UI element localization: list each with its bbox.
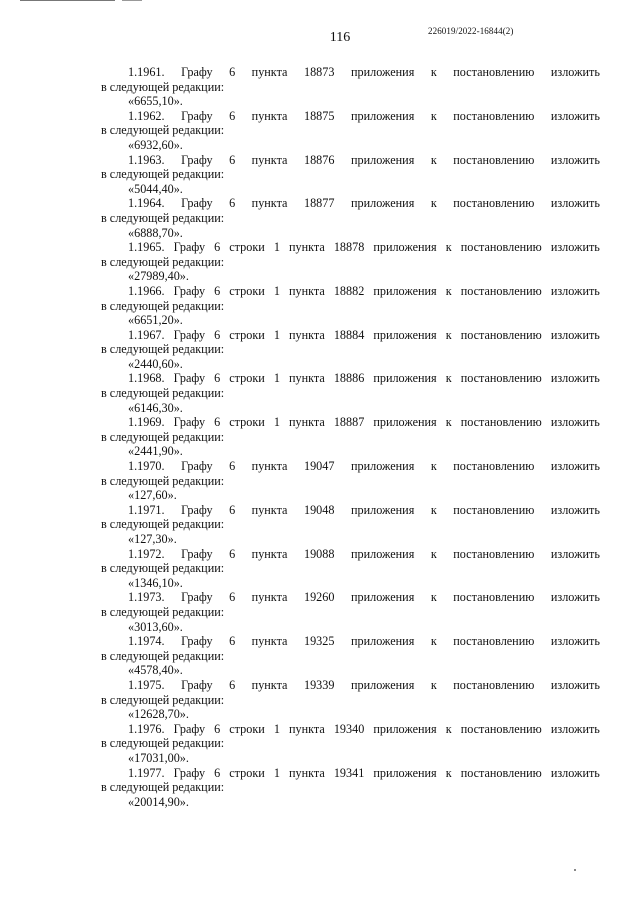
entry-continuation: в следующей редакции:: [101, 298, 225, 313]
entry-value: «3013,60».: [128, 619, 183, 634]
entry-number: 1.1974.: [128, 634, 165, 649]
entry-word: приложения: [373, 765, 437, 780]
entry-word: пункта: [251, 108, 288, 123]
entry-word: пункта: [251, 196, 288, 211]
entry-word: 1: [273, 240, 280, 255]
entry-first-line: [101, 590, 600, 605]
entry-word: 6: [214, 371, 221, 386]
entry-word: 18886: [333, 371, 365, 386]
entry-word: Графу: [173, 765, 206, 780]
entry-first-line: [101, 196, 600, 211]
entry-word: 6: [214, 283, 221, 298]
entry-number: 1.1965.: [128, 240, 165, 255]
entry-word: изложить: [550, 327, 600, 342]
entry-word: 19047: [303, 459, 335, 474]
entry-word: 18876: [303, 152, 335, 167]
entry-word: постановлению: [460, 240, 542, 255]
amendment-entry: [101, 766, 600, 810]
entry-word: постановлению: [460, 371, 542, 386]
entry-first-line: [101, 766, 600, 781]
entry-word: постановлению: [453, 459, 535, 474]
entry-number: 1.1970.: [128, 459, 165, 474]
entry-continuation: в следующей редакции:: [101, 473, 225, 488]
entry-continuation: в следующей редакции:: [101, 167, 225, 182]
entry-word: к: [445, 371, 452, 386]
entry-word: Графу: [181, 65, 213, 79]
entry-value: «6888,70».: [128, 225, 183, 240]
entry-word: 6: [229, 196, 236, 211]
entry-word: 18884: [333, 327, 365, 342]
amendment-entry: [101, 459, 600, 503]
entry-word: 1: [273, 283, 280, 298]
entry-word: изложить: [550, 765, 600, 780]
entry-word: пункта: [288, 283, 325, 298]
entry-word: изложить: [550, 415, 600, 430]
entry-word: приложения: [350, 677, 415, 692]
entry-first-line: [101, 284, 600, 299]
entry-word: изложить: [550, 546, 600, 561]
entry-word: изложить: [550, 152, 600, 167]
page-number: 116: [329, 30, 351, 45]
entry-word: Графу: [173, 415, 206, 430]
entry-word: пункта: [251, 590, 288, 605]
entry-word: изложить: [550, 502, 600, 517]
entry-word: пункта: [251, 634, 288, 649]
entry-word: 6: [229, 502, 236, 517]
entry-continuation: в следующей редакции:: [101, 254, 225, 269]
entry-number: 1.1977.: [128, 765, 165, 780]
entry-continuation: в следующей редакции:: [101, 123, 225, 138]
entry-word: к: [430, 65, 437, 79]
entry-word: 19339: [303, 677, 335, 692]
entry-word: 19260: [303, 590, 335, 605]
entry-word: 18875: [303, 108, 335, 123]
entry-word: строки: [229, 415, 265, 430]
entry-value: «6932,60».: [128, 137, 183, 152]
entry-word: к: [445, 327, 452, 342]
entry-word: изложить: [550, 283, 600, 298]
entry-word: 6: [229, 459, 236, 474]
entry-word: строки: [229, 721, 265, 736]
entry-word: 6: [229, 108, 236, 123]
entry-word: изложить: [550, 459, 600, 474]
entry-word: пункта: [251, 152, 288, 167]
entry-word: 19088: [303, 546, 335, 561]
entry-word: изложить: [550, 634, 600, 649]
entry-word: Графу: [173, 283, 206, 298]
entry-word: к: [430, 108, 437, 123]
entry-continuation: в следующей редакции:: [101, 342, 225, 357]
entry-word: приложения: [373, 371, 437, 386]
entry-word: постановлению: [453, 196, 535, 211]
entry-continuation: в следующей редакции:: [101, 604, 225, 619]
entry-first-line: [101, 503, 600, 518]
entry-word: приложения: [373, 283, 437, 298]
entry-number: 1.1962.: [128, 108, 165, 123]
entry-value: «127,60».: [128, 488, 177, 503]
entry-word: 1: [273, 721, 280, 736]
entry-value: «6146,30».: [128, 400, 183, 415]
entry-word: 18882: [333, 283, 365, 298]
entry-word: 19340: [333, 721, 365, 736]
entry-word: 6: [214, 415, 221, 430]
amendment-entry: [101, 371, 600, 415]
entry-word: приложения: [350, 108, 415, 123]
entry-word: 6: [229, 677, 236, 692]
entry-word: строки: [229, 327, 265, 342]
amendment-entry: [101, 503, 600, 547]
entry-word: приложения: [350, 152, 415, 167]
entry-first-line: [101, 109, 600, 124]
entry-word: Графу: [173, 327, 206, 342]
scan-top-rule-short: [122, 0, 142, 1]
entry-word: 6: [214, 721, 221, 736]
entry-word: постановлению: [460, 415, 542, 430]
entry-continuation: в следующей редакции:: [101, 429, 225, 444]
entry-word: изложить: [550, 677, 600, 692]
entry-word: к: [445, 765, 452, 780]
entry-word: к: [430, 546, 437, 561]
entry-word: к: [445, 240, 452, 255]
entry-word: к: [430, 677, 437, 692]
entry-continuation: в следующей редакции:: [101, 736, 225, 751]
entry-word: Графу: [173, 721, 206, 736]
entry-word: постановлению: [453, 152, 535, 167]
entry-word: строки: [229, 765, 265, 780]
entry-word: к: [430, 196, 437, 211]
amendment-entry: [101, 240, 600, 284]
amendment-entry: [101, 634, 600, 678]
entry-word: пункта: [288, 721, 325, 736]
entry-word: к: [430, 590, 437, 605]
entry-first-line: [101, 547, 600, 562]
entry-value: «20014,90».: [128, 794, 189, 809]
entry-word: пункта: [288, 327, 325, 342]
entry-value: «12628,70».: [128, 707, 189, 722]
entry-continuation: в следующей редакции:: [101, 386, 225, 401]
entry-value: «17031,00».: [128, 750, 189, 765]
entry-continuation: в следующей редакции:: [101, 517, 225, 532]
entry-word: 19341: [333, 765, 365, 780]
entry-word: Графу: [181, 108, 213, 123]
entry-value: «127,30».: [128, 532, 177, 546]
entry-value: «6655,10».: [128, 94, 183, 109]
entry-word: 19325: [303, 634, 335, 649]
document-id: 226019/2022-16844(2): [428, 26, 514, 36]
scan-speck: [574, 869, 576, 871]
entry-continuation: в следующей редакции:: [101, 79, 225, 94]
entry-word: изложить: [550, 196, 600, 211]
entry-word: к: [430, 152, 437, 167]
entry-word: 6: [229, 546, 236, 561]
entry-word: к: [430, 502, 437, 517]
entry-word: изложить: [550, 65, 600, 79]
entry-value: «2440,60».: [128, 356, 183, 371]
entry-word: приложения: [373, 415, 437, 430]
scan-top-rule: [20, 0, 115, 1]
entry-word: Графу: [173, 371, 206, 386]
entry-word: изложить: [550, 371, 600, 386]
entry-word: 6: [214, 327, 221, 342]
entry-word: 18878: [333, 240, 365, 255]
entry-number: 1.1973.: [128, 590, 165, 605]
entry-word: постановлению: [453, 108, 535, 123]
amendment-entry: [101, 328, 600, 372]
entry-word: строки: [229, 371, 265, 386]
entry-word: приложения: [373, 721, 437, 736]
entry-word: Графу: [181, 502, 213, 517]
entry-word: постановлению: [460, 765, 542, 780]
amendment-entry: [101, 415, 600, 459]
entry-word: пункта: [251, 677, 288, 692]
entry-word: 1: [273, 415, 280, 430]
entry-word: пункта: [288, 765, 325, 780]
entry-number: 1.1972.: [128, 546, 165, 561]
entry-number: 1.1975.: [128, 677, 165, 692]
entry-first-line: [101, 65, 600, 80]
entry-continuation: в следующей редакции:: [101, 780, 225, 795]
entry-word: Графу: [181, 590, 213, 605]
entry-continuation: в следующей редакции:: [101, 692, 225, 707]
amendment-entry: [101, 678, 600, 722]
entry-value: «5044,40».: [128, 181, 183, 196]
entry-word: постановлению: [460, 283, 542, 298]
entry-value: «4578,40».: [128, 663, 183, 678]
entry-first-line: [101, 153, 600, 168]
entry-number: 1.1976.: [128, 721, 165, 736]
entry-word: постановлению: [453, 677, 535, 692]
entry-word: 18873: [303, 65, 335, 79]
entry-first-line: [101, 634, 600, 649]
amendment-entry: [101, 196, 600, 240]
entry-first-line: [101, 415, 600, 430]
entry-word: 6: [229, 634, 236, 649]
entry-word: строки: [229, 240, 265, 255]
entry-value: «6651,20».: [128, 313, 183, 328]
entry-number: 1.1963.: [128, 152, 165, 167]
entry-word: 19048: [303, 502, 335, 517]
entry-value: «2441,90».: [128, 444, 183, 459]
entry-value: «1346,10».: [128, 575, 183, 590]
entry-word: пункта: [288, 240, 325, 255]
entry-number: 1.1971.: [128, 502, 165, 517]
entry-word: Графу: [181, 634, 213, 649]
entry-word: постановлению: [453, 590, 535, 605]
entry-number: 1.1964.: [128, 196, 165, 211]
entry-word: пункта: [251, 65, 288, 79]
entry-word: постановлению: [453, 634, 535, 649]
entry-word: 6: [229, 590, 236, 605]
entry-word: Графу: [181, 677, 213, 692]
entry-word: Графу: [181, 196, 213, 211]
entry-word: 1: [273, 327, 280, 342]
entry-value: «27989,40».: [128, 269, 189, 284]
entry-word: приложения: [350, 459, 415, 474]
amendment-entry: [101, 284, 600, 328]
entry-word: приложения: [350, 634, 415, 649]
entry-word: 1: [273, 765, 280, 780]
entry-word: пункта: [251, 546, 288, 561]
entry-first-line: [101, 678, 600, 693]
entry-continuation: в следующей редакции:: [101, 648, 225, 663]
entry-word: к: [430, 634, 437, 649]
amendment-entry: [101, 153, 600, 197]
amendment-entry: [101, 547, 600, 591]
entry-first-line: [101, 459, 600, 474]
entry-word: Графу: [181, 546, 213, 561]
entry-word: к: [430, 459, 437, 474]
entry-word: постановлению: [453, 546, 535, 561]
entry-word: приложения: [373, 240, 437, 255]
entry-number: 1.1966.: [128, 283, 165, 298]
entry-word: приложения: [350, 196, 415, 211]
entry-word: постановлению: [453, 502, 535, 517]
entry-word: 18877: [303, 196, 335, 211]
entry-number: 1.1967.: [128, 327, 165, 342]
entry-word: пункта: [251, 459, 288, 474]
entry-word: 6: [229, 152, 236, 167]
amendment-list: [101, 65, 600, 809]
entry-number: 1.1961.: [128, 65, 165, 79]
entry-word: пункта: [288, 371, 325, 386]
entry-first-line: [101, 240, 600, 255]
entry-word: 6: [214, 240, 221, 255]
entry-word: к: [445, 415, 452, 430]
entry-word: к: [445, 283, 452, 298]
entry-word: пункта: [288, 415, 325, 430]
entry-word: 1: [273, 371, 280, 386]
entry-number: 1.1969.: [128, 415, 165, 430]
entry-word: приложения: [350, 546, 415, 561]
entry-word: пункта: [251, 502, 288, 517]
entry-word: 6: [229, 65, 236, 79]
entry-continuation: в следующей редакции:: [101, 210, 225, 225]
entry-word: изложить: [550, 240, 600, 255]
entry-continuation: в следующей редакции:: [101, 561, 225, 576]
entry-word: строки: [229, 283, 265, 298]
entry-word: приложения: [350, 65, 415, 79]
amendment-entry: [101, 65, 600, 109]
entry-word: приложения: [350, 502, 415, 517]
entry-number: 1.1968.: [128, 371, 165, 386]
entry-first-line: [101, 722, 600, 737]
entry-word: к: [445, 721, 452, 736]
entry-word: изложить: [550, 721, 600, 736]
entry-word: приложения: [373, 327, 437, 342]
entry-word: изложить: [550, 108, 600, 123]
entry-word: Графу: [181, 152, 213, 167]
amendment-entry: [101, 722, 600, 766]
entry-first-line: [101, 328, 600, 343]
entry-word: постановлению: [460, 721, 542, 736]
amendment-entry: [101, 109, 600, 153]
entry-word: 18887: [333, 415, 365, 430]
entry-word: изложить: [550, 590, 600, 605]
entry-word: 6: [214, 765, 221, 780]
entry-word: постановлению: [460, 327, 542, 342]
entry-word: приложения: [350, 590, 415, 605]
entry-word: Графу: [173, 240, 206, 255]
amendment-entry: [101, 590, 600, 634]
entry-word: постановлению: [453, 65, 535, 79]
entry-word: Графу: [181, 459, 213, 474]
entry-first-line: [101, 371, 600, 386]
